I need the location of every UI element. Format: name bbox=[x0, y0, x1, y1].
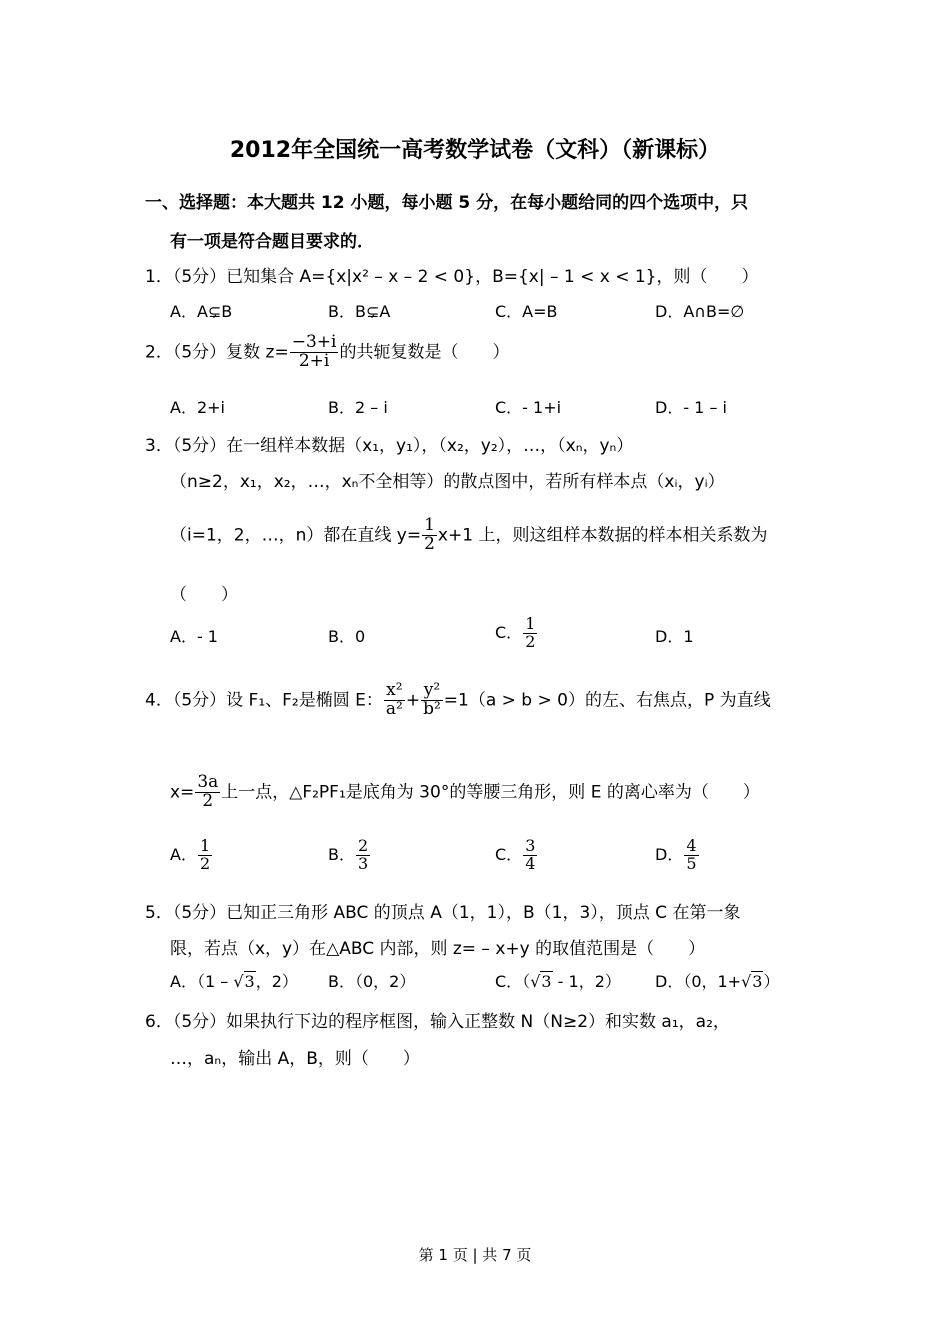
q4-b-den: 3 bbox=[357, 853, 369, 873]
page-footer: 第 1 页 | 共 7 页 bbox=[418, 1246, 532, 1264]
q4-d-den: 5 bbox=[686, 853, 697, 873]
q4-b-num: 2 bbox=[357, 836, 369, 855]
q2-post: 的共轭复数是（ ） bbox=[339, 342, 510, 363]
q2-frac-num: −3+i bbox=[291, 332, 337, 352]
q4-option-c bbox=[495, 838, 538, 873]
q4-line2-num: 3a bbox=[197, 772, 219, 792]
q5-d-radicand: 3 bbox=[752, 972, 763, 991]
q4-b-fraction bbox=[356, 838, 370, 873]
q5-d-post: ） bbox=[763, 972, 780, 991]
question-5-line-2: 限，若点（x，y）在△ABC 内部，则 z= – x+y 的取值范围是（ ） bbox=[170, 939, 706, 959]
q3-frac-den: 2 bbox=[424, 533, 435, 554]
q3-frac-num: 1 bbox=[424, 515, 435, 535]
q4-option-d bbox=[655, 838, 700, 873]
q4-option-a bbox=[170, 838, 213, 873]
q3-option-a: A．- 1 bbox=[170, 627, 218, 646]
question-6-line-2: …，aₙ，输出 A，B，则（ ） bbox=[170, 1049, 420, 1069]
q4-line2-pre: x= bbox=[170, 782, 195, 803]
question-3-line-3 bbox=[170, 517, 767, 554]
question-1-stem: 1．（5分）已知集合 A={x|x² – x – 2 < 0}，B={x| – 1 < x < 1}，则（ ） bbox=[145, 267, 759, 287]
q4-fraction-x bbox=[384, 682, 405, 719]
section-heading-cont: 有一项是符合题目要求的． bbox=[170, 232, 374, 252]
q5-c-post: - 1，2） bbox=[552, 972, 621, 991]
q2-option-c: C．- 1+i bbox=[495, 398, 562, 417]
q3-option-c bbox=[495, 616, 538, 651]
q5-option-c: C．（√3 - 1，2） bbox=[495, 972, 621, 991]
q3-c-fraction bbox=[523, 616, 537, 651]
q5-c-radicand: 3 bbox=[541, 972, 552, 991]
question-4-line-1 bbox=[145, 682, 771, 719]
q3-option-d: D．1 bbox=[655, 627, 694, 646]
q4-b-pre: B． bbox=[328, 844, 355, 864]
q5-option-a: A．（1 – √3，2） bbox=[170, 972, 298, 991]
q1-option-c: C．A=B bbox=[495, 302, 558, 321]
q5-c-pre: C．（ bbox=[495, 972, 531, 991]
q4-line2-den: 2 bbox=[202, 790, 214, 811]
q3-option-b: B．0 bbox=[328, 627, 366, 646]
question-5-line-1: 5．（5分）已知正三角形 ABC 的顶点 A（1，1），B（1，3），顶点 C 在第一象 bbox=[145, 903, 741, 923]
q1-option-d: D．A∩B=∅ bbox=[655, 302, 745, 321]
q5-option-d: D．（0，1+√3） bbox=[655, 972, 780, 991]
q4-f1-den: a² bbox=[385, 698, 403, 719]
page-title: 2012年全国统一高考数学试卷（文科）（新课标） bbox=[229, 138, 721, 163]
q4-f2-den: b² bbox=[423, 698, 441, 719]
q2-option-d: D．- 1 – i bbox=[655, 398, 727, 417]
q4-d-fraction bbox=[684, 838, 698, 873]
q4-line2-fraction bbox=[195, 774, 220, 811]
q4-d-pre: D． bbox=[655, 844, 684, 864]
q3-c-num: 1 bbox=[525, 614, 536, 633]
q4-f2-num: y² bbox=[421, 682, 443, 701]
q1-option-b: B．B⊊A bbox=[328, 302, 391, 321]
q4-line2-post: 上一点，△F₂PF₁是底角为 30°的等腰三角形，则 E 的离心率为（ ） bbox=[221, 782, 760, 803]
q3-fraction bbox=[422, 517, 437, 554]
q4-plus: + bbox=[405, 690, 421, 711]
q4-c-pre: C． bbox=[495, 844, 523, 864]
q5-a-pre: A．（1 – bbox=[170, 972, 234, 991]
q4-a-num: 1 bbox=[199, 836, 211, 855]
q4-c-num: 3 bbox=[525, 836, 536, 855]
q5-a-post: ，2） bbox=[255, 972, 298, 991]
q3-line3-post: x+1 上，则这组样本数据的样本相关系数为 bbox=[437, 525, 768, 546]
question-4-line-2 bbox=[170, 774, 760, 811]
q5-a-radicand: 3 bbox=[244, 972, 255, 991]
q4-post: =1（a > b > 0）的左、右焦点，P 为直线 bbox=[443, 690, 771, 711]
q2-pre: 2．（5分）复数 z= bbox=[145, 342, 289, 363]
q3-c-pre: C． bbox=[495, 622, 523, 642]
q4-a-fraction bbox=[198, 838, 212, 873]
q4-fraction-y bbox=[421, 682, 443, 719]
q4-a-den: 2 bbox=[199, 853, 211, 873]
q2-option-b: B．2 – i bbox=[328, 398, 388, 417]
question-3-line-2: （n≥2，x₁，x₂，…，xₙ不全相等）的散点图中，若所有样本点（xᵢ，yᵢ） bbox=[170, 472, 725, 492]
q1-option-a: A．A⊊B bbox=[170, 302, 233, 321]
section-heading: 一、选择题：本大题共 12 小题，每小题 5 分，在每小题给同的四个选项中，只 bbox=[145, 193, 749, 213]
q3-line3-pre: （i=1，2，…，n）都在直线 y= bbox=[170, 525, 422, 546]
q4-d-num: 4 bbox=[686, 836, 697, 855]
q4-c-fraction bbox=[523, 838, 537, 873]
q3-c-den: 2 bbox=[525, 631, 536, 651]
q4-pre: 4．（5分）设 F₁、F₂是椭圆 E： bbox=[145, 690, 383, 711]
q2-fraction bbox=[290, 334, 339, 371]
q5-option-b: B．（0，2） bbox=[328, 972, 416, 991]
question-6-line-1: 6．（5分）如果执行下边的程序框图，输入正整数 N（N≥2）和实数 a₁，a₂， bbox=[145, 1012, 730, 1032]
q2-frac-den: 2+i bbox=[298, 350, 330, 371]
question-3-line-1: 3．（5分）在一组样本数据（x₁，y₁），（x₂，y₂），…，（xₙ，yₙ） bbox=[145, 436, 634, 456]
question-3-line-4: （ ） bbox=[170, 585, 238, 605]
q4-f1-num: x² bbox=[384, 682, 405, 701]
q5-d-pre: D．（0，1+ bbox=[655, 972, 742, 991]
q2-option-a: A．2+i bbox=[170, 398, 225, 417]
q4-c-den: 4 bbox=[525, 853, 536, 873]
q4-option-b bbox=[328, 838, 371, 873]
q4-a-pre: A． bbox=[170, 844, 197, 864]
question-2-stem bbox=[145, 334, 509, 371]
